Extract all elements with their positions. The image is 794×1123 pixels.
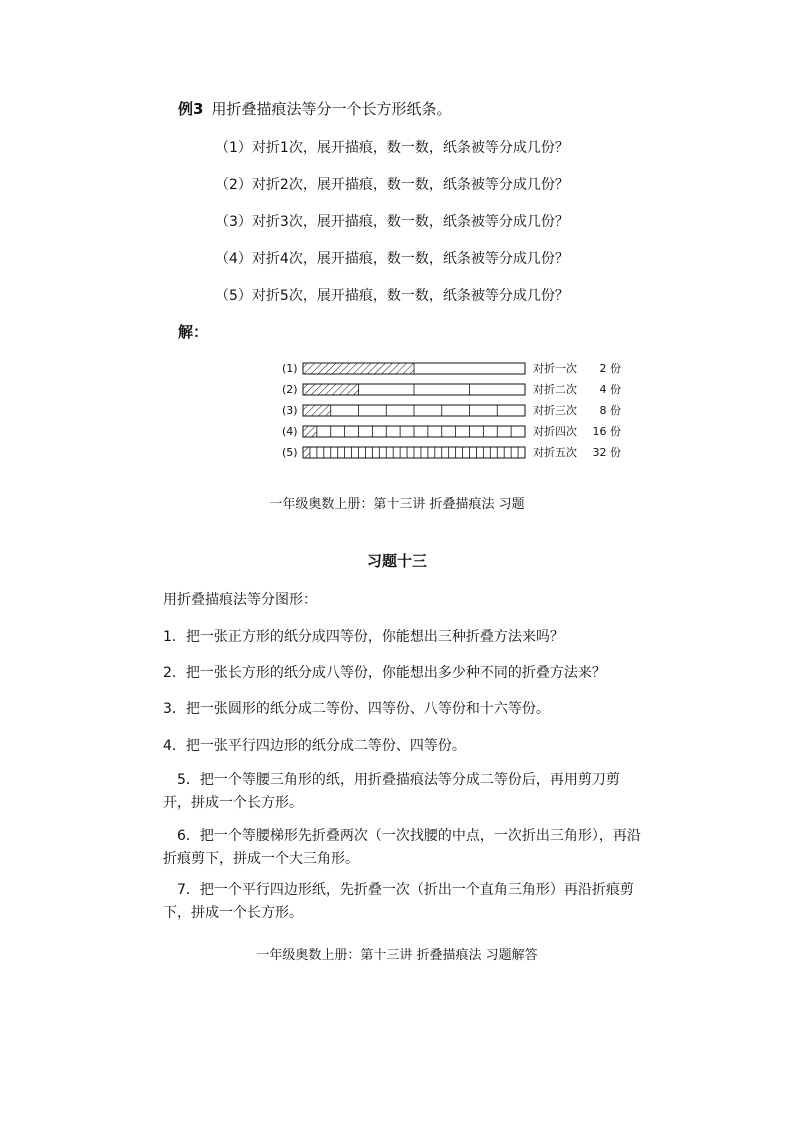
strip-shaded-part: [303, 384, 359, 395]
question-2: （2）对折2次，展开描痕，数一数，纸条被等分成几份？: [215, 177, 569, 193]
question-5: （5）对折5次，展开描痕，数一数，纸条被等分成几份？: [215, 288, 569, 304]
example-label: 例3: [178, 100, 204, 118]
parts-label: 8 份: [599, 404, 621, 417]
strip-row: [282, 445, 621, 459]
parts-label: 2 份: [599, 362, 621, 375]
strip-number: (3): [282, 404, 298, 417]
exercise-item-6: 6．把一个等腰梯形先折叠两次（一次找腰的中点，一次折出三角形），再沿折痕剪下，拼成一个大三角形。: [163, 828, 641, 867]
strip-shaded-part: [303, 447, 310, 458]
caption-answers: 一年级奥数上册：第十三讲 折叠描痕法 习题解答: [256, 948, 538, 963]
exercise-item-2: 2．把一张长方形的纸分成八等份，你能想出多少种不同的折叠方法来？: [163, 665, 606, 681]
fold-label: 对折三次: [533, 404, 577, 417]
parts-label: 4 份: [599, 383, 621, 396]
exercise-item-1: 1．把一张正方形的纸分成四等份，你能想出三种折叠方法来吗？: [163, 629, 564, 645]
strip-row: [282, 382, 621, 396]
fold-label: 对折一次: [533, 362, 577, 375]
strip-row: [282, 424, 621, 438]
parts-label: 32 份: [592, 446, 621, 459]
exercise-item-7: 7．把一个平行四边形纸，先折叠一次（折出一个直角三角形）再沿折痕剪下，拼成一个长方形。: [163, 882, 634, 921]
strip-number: (1): [282, 362, 298, 375]
question-4: （4）对折4次，展开描痕，数一数，纸条被等分成几份？: [215, 251, 569, 267]
strip-row: [282, 403, 621, 417]
exercise-item-5: 5．把一个等腰三角形的纸，用折叠描痕法等分成二等份后，再用剪刀剪开，拼成一个长方形。: [163, 772, 620, 811]
strip-shaded-part: [303, 426, 317, 437]
strip-number: (5): [282, 446, 298, 459]
question-1: （1）对折1次，展开描痕，数一数，纸条被等分成几份？: [215, 140, 569, 156]
exercise-item-3: 3．把一张圆形的纸分成二等份、四等份、八等份和十六等份。: [163, 701, 550, 717]
strip-number: (2): [282, 383, 298, 396]
example-text: 用折叠描痕法等分一个长方形纸条。: [211, 100, 452, 118]
fold-label: 对折五次: [533, 446, 577, 459]
strip-shaded-part: [303, 405, 331, 416]
exercises-intro: 用折叠描痕法等分图形：: [163, 592, 317, 608]
fold-label: 对折四次: [533, 425, 577, 438]
question-3: （3）对折3次，展开描痕，数一数，纸条被等分成几份？: [215, 214, 569, 230]
strip-row: [282, 361, 621, 375]
folding-diagram: [278, 357, 638, 465]
caption-exercises: 一年级奥数上册：第十三讲 折叠描痕法 习题: [269, 497, 525, 512]
parts-label: 16 份: [592, 425, 621, 438]
solution-label: 解：: [178, 323, 209, 341]
strip-shaded-part: [303, 363, 414, 374]
example-title: [178, 98, 451, 119]
exercise-item-4: 4．把一张平行四边形的纸分成二等份、四等份。: [163, 738, 466, 754]
exercises-heading: 习题十三: [366, 552, 427, 570]
strip-number: (4): [282, 425, 298, 438]
fold-label: 对折二次: [533, 383, 577, 396]
